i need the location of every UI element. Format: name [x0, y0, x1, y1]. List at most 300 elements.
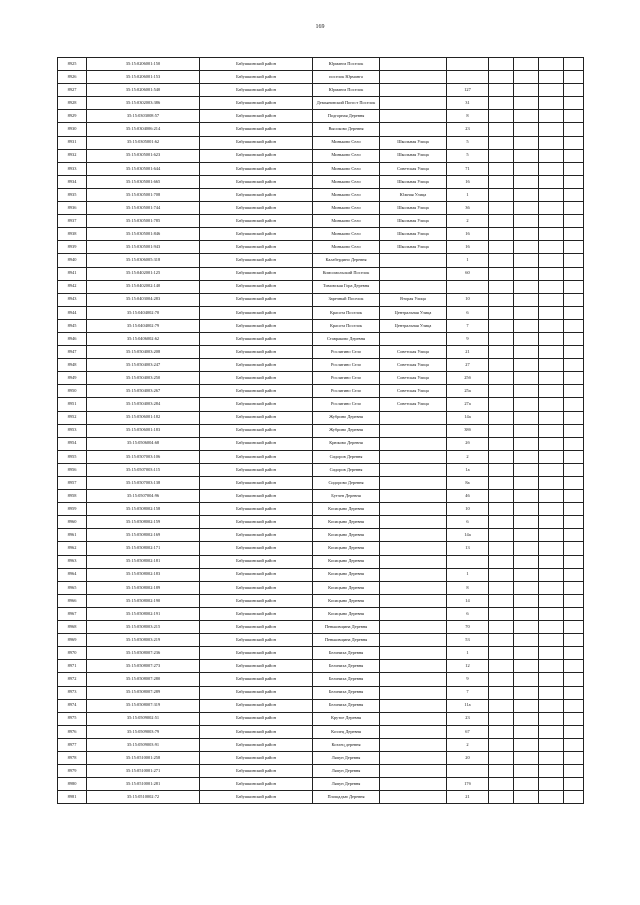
- street-cell: [380, 712, 447, 725]
- row-number-cell: 8929: [58, 110, 87, 123]
- locality-cell: Косицыно Деревня: [313, 542, 380, 555]
- empty-cell: [514, 359, 539, 372]
- row-number-cell: 8979: [58, 765, 87, 778]
- street-cell: Школьная Улица: [380, 215, 447, 228]
- locality-cell: Тимовская Гора Деревня: [313, 280, 380, 293]
- street-cell: [380, 254, 447, 267]
- district-cell: Бабушкинский район: [200, 123, 313, 136]
- locality-cell: Калабердино Деревня: [313, 254, 380, 267]
- empty-cell: [539, 293, 564, 306]
- empty-cell: [489, 424, 514, 437]
- row-number-cell: 8976: [58, 725, 87, 738]
- empty-cell: [564, 568, 584, 581]
- street-cell: Вторая Улица: [380, 293, 447, 306]
- cadastral-number-cell: 35:15:0305001:644: [87, 162, 200, 175]
- house-number-cell: 25а: [447, 385, 489, 398]
- cadastral-number-cell: 35:15:0404002:70: [87, 306, 200, 319]
- table-row: [58, 280, 584, 293]
- empty-cell: [489, 97, 514, 110]
- street-cell: Советская Улица: [380, 372, 447, 385]
- house-number-cell: 16: [447, 228, 489, 241]
- table-row: [58, 791, 584, 804]
- district-cell: Бабушкинский район: [200, 202, 313, 215]
- district-cell: Бабушкинский район: [200, 634, 313, 647]
- locality-cell: Косицыно Деревня: [313, 503, 380, 516]
- row-number-cell: 8956: [58, 463, 87, 476]
- house-number-cell: 31: [447, 97, 489, 110]
- house-number-cell: 16: [447, 175, 489, 188]
- locality-cell: Косицыно Деревня: [313, 516, 380, 529]
- locality-cell: Миньково Село: [313, 188, 380, 201]
- empty-cell: [539, 791, 564, 804]
- cadastral-number-cell: 35:15:0509003:79: [87, 725, 200, 738]
- district-cell: Бабушкинский район: [200, 424, 313, 437]
- empty-cell: [489, 215, 514, 228]
- house-number-cell: 14а: [447, 529, 489, 542]
- empty-cell: [489, 634, 514, 647]
- empty-cell: [539, 477, 564, 490]
- street-cell: Школьная Улица: [380, 175, 447, 188]
- empty-cell: [539, 254, 564, 267]
- empty-cell: [539, 529, 564, 542]
- locality-cell: Миньково Село: [313, 136, 380, 149]
- table-row: [58, 293, 584, 306]
- district-cell: Бабушкинский район: [200, 529, 313, 542]
- locality-cell: Миньково Село: [313, 241, 380, 254]
- empty-cell: [489, 254, 514, 267]
- locality-cell: Миньково Село: [313, 202, 380, 215]
- empty-cell: [489, 568, 514, 581]
- empty-cell: [564, 306, 584, 319]
- district-cell: Бабушкинский район: [200, 136, 313, 149]
- locality-cell: Комсомольский Поселок: [313, 267, 380, 280]
- house-number-cell: 9: [447, 332, 489, 345]
- row-number-cell: 8946: [58, 332, 87, 345]
- house-number-cell: 17б: [447, 778, 489, 791]
- empty-cell: [564, 293, 584, 306]
- empty-cell: [489, 385, 514, 398]
- district-cell: Бабушкинский район: [200, 725, 313, 738]
- district-cell: Бабушкинский район: [200, 765, 313, 778]
- house-number-cell: 5: [447, 136, 489, 149]
- district-cell: Бабушкинский район: [200, 175, 313, 188]
- district-cell: Бабушкинский район: [200, 712, 313, 725]
- empty-cell: [489, 555, 514, 568]
- empty-cell: [564, 490, 584, 503]
- empty-cell: [489, 621, 514, 634]
- cadastral-number-cell: 35:15:0508003:219: [87, 634, 200, 647]
- district-cell: Бабушкинский район: [200, 254, 313, 267]
- house-number-cell: 53: [447, 634, 489, 647]
- row-number-cell: 8981: [58, 791, 87, 804]
- empty-cell: [489, 594, 514, 607]
- locality-cell: Заречный Поселок: [313, 293, 380, 306]
- table-row: [58, 411, 584, 424]
- empty-cell: [564, 346, 584, 359]
- locality-cell: Козлец Деревня: [313, 725, 380, 738]
- district-cell: Бабушкинский район: [200, 110, 313, 123]
- street-cell: [380, 581, 447, 594]
- street-cell: [380, 97, 447, 110]
- table-row: [58, 162, 584, 175]
- empty-cell: [539, 84, 564, 97]
- row-number-cell: 8967: [58, 607, 87, 620]
- house-number-cell: 2: [447, 215, 489, 228]
- locality-cell: Миньково Село: [313, 228, 380, 241]
- row-number-cell: 8943: [58, 293, 87, 306]
- table-row: [58, 751, 584, 764]
- empty-cell: [514, 699, 539, 712]
- district-cell: Бабушкинский район: [200, 188, 313, 201]
- street-cell: [380, 437, 447, 450]
- empty-cell: [514, 97, 539, 110]
- row-number-cell: 8963: [58, 555, 87, 568]
- locality-cell: Сидорово Деревня: [313, 477, 380, 490]
- street-cell: Центральная Улица: [380, 306, 447, 319]
- locality-cell: Рослятино Село: [313, 385, 380, 398]
- street-cell: [380, 411, 447, 424]
- cadastral-number-cell: 35:15:0506001:183: [87, 424, 200, 437]
- empty-cell: [564, 594, 584, 607]
- empty-cell: [514, 241, 539, 254]
- empty-cell: [514, 765, 539, 778]
- locality-cell: Миньково Село: [313, 162, 380, 175]
- empty-cell: [514, 621, 539, 634]
- empty-cell: [514, 202, 539, 215]
- district-cell: Бабушкинский район: [200, 293, 313, 306]
- house-number-cell: [447, 765, 489, 778]
- table-row: [58, 542, 584, 555]
- district-cell: Бабушкинский район: [200, 385, 313, 398]
- locality-cell: Миньково Село: [313, 149, 380, 162]
- empty-cell: [564, 607, 584, 620]
- empty-cell: [514, 136, 539, 149]
- district-cell: Бабушкинский район: [200, 673, 313, 686]
- empty-cell: [489, 477, 514, 490]
- row-number-cell: 8959: [58, 503, 87, 516]
- empty-cell: [564, 516, 584, 529]
- row-number-cell: 8930: [58, 123, 87, 136]
- row-number-cell: 8962: [58, 542, 87, 555]
- table-row: [58, 385, 584, 398]
- locality-cell: Жубрино Деревня: [313, 411, 380, 424]
- cadastral-number-cell: 35:15:0508002:171: [87, 542, 200, 555]
- locality-cell: Козлец деревня: [313, 738, 380, 751]
- street-cell: Советская Улица: [380, 162, 447, 175]
- district-cell: Бабушкинский район: [200, 398, 313, 411]
- empty-cell: [539, 175, 564, 188]
- empty-cell: [564, 424, 584, 437]
- empty-cell: [514, 123, 539, 136]
- table-row: [58, 607, 584, 620]
- street-cell: [380, 791, 447, 804]
- district-cell: Бабушкинский район: [200, 555, 313, 568]
- empty-cell: [489, 712, 514, 725]
- cadastral-number-cell: 35:15:0206001:153: [87, 71, 200, 84]
- empty-cell: [514, 738, 539, 751]
- district-cell: Бабушкинский район: [200, 581, 313, 594]
- row-number-cell: 8955: [58, 450, 87, 463]
- empty-cell: [489, 490, 514, 503]
- empty-cell: [514, 791, 539, 804]
- empty-cell: [564, 778, 584, 791]
- empty-cell: [489, 529, 514, 542]
- empty-cell: [539, 149, 564, 162]
- row-number-cell: 8960: [58, 516, 87, 529]
- locality-cell: Жубрино Деревня: [313, 424, 380, 437]
- empty-cell: [539, 398, 564, 411]
- table-row: [58, 319, 584, 332]
- empty-cell: [564, 791, 584, 804]
- empty-cell: [564, 254, 584, 267]
- house-number-cell: 8: [447, 110, 489, 123]
- locality-cell: Беличиха Деревня: [313, 699, 380, 712]
- empty-cell: [489, 647, 514, 660]
- house-number-cell: 38б: [447, 424, 489, 437]
- cadastral-number-cell: 35:15:0305001:708: [87, 188, 200, 201]
- empty-cell: [489, 542, 514, 555]
- empty-cell: [514, 58, 539, 71]
- empty-cell: [489, 280, 514, 293]
- empty-cell: [489, 175, 514, 188]
- cadastral-number-cell: 35:15:0305001:62: [87, 136, 200, 149]
- empty-cell: [489, 437, 514, 450]
- house-number-cell: 11а: [447, 699, 489, 712]
- table-row: [58, 215, 584, 228]
- row-number-cell: 8935: [58, 188, 87, 201]
- empty-cell: [514, 647, 539, 660]
- empty-cell: [514, 228, 539, 241]
- district-cell: Бабушкинский район: [200, 778, 313, 791]
- row-number-cell: 8942: [58, 280, 87, 293]
- empty-cell: [489, 765, 514, 778]
- empty-cell: [489, 58, 514, 71]
- empty-cell: [489, 450, 514, 463]
- district-cell: Бабушкинский район: [200, 280, 313, 293]
- row-number-cell: 8925: [58, 58, 87, 71]
- locality-cell: Рослятино Село: [313, 359, 380, 372]
- empty-cell: [489, 791, 514, 804]
- empty-cell: [514, 149, 539, 162]
- house-number-cell: 13: [447, 542, 489, 555]
- empty-cell: [539, 202, 564, 215]
- empty-cell: [564, 581, 584, 594]
- empty-cell: [514, 503, 539, 516]
- table-row: [58, 241, 584, 254]
- empty-cell: [514, 267, 539, 280]
- row-number-cell: 8941: [58, 267, 87, 280]
- locality-cell: Косицыно Деревня: [313, 555, 380, 568]
- empty-cell: [539, 123, 564, 136]
- empty-cell: [564, 280, 584, 293]
- cadastral-number-cell: 35:15:0508002:169: [87, 529, 200, 542]
- district-cell: Бабушкинский район: [200, 359, 313, 372]
- empty-cell: [564, 503, 584, 516]
- empty-cell: [564, 542, 584, 555]
- table-row: [58, 503, 584, 516]
- district-cell: Бабушкинский район: [200, 332, 313, 345]
- house-number-cell: 8а: [447, 477, 489, 490]
- street-cell: [380, 332, 447, 345]
- empty-cell: [514, 293, 539, 306]
- locality-cell: Сидоров Деревня: [313, 463, 380, 476]
- cadastral-number-cell: 35:15:0510001:258: [87, 751, 200, 764]
- cadastral-number-cell: 35:15:0305001:665: [87, 175, 200, 188]
- street-cell: [380, 607, 447, 620]
- cadastral-number-cell: 35:15:0510001:281: [87, 778, 200, 791]
- empty-cell: [489, 503, 514, 516]
- row-number-cell: 8968: [58, 621, 87, 634]
- table-row: [58, 490, 584, 503]
- district-cell: Бабушкинский район: [200, 516, 313, 529]
- empty-cell: [539, 188, 564, 201]
- locality-cell: Беличиха Деревня: [313, 647, 380, 660]
- district-cell: Бабушкинский район: [200, 621, 313, 634]
- house-number-cell: [447, 280, 489, 293]
- empty-cell: [514, 280, 539, 293]
- empty-cell: [564, 463, 584, 476]
- empty-cell: [564, 188, 584, 201]
- empty-cell: [564, 699, 584, 712]
- cadastral-number-cell: 35:15:0508002:190: [87, 594, 200, 607]
- cadastral-number-cell: 35:15:0504003:284: [87, 398, 200, 411]
- empty-cell: [489, 71, 514, 84]
- locality-cell: Юрманга Поселок: [313, 58, 380, 71]
- empty-cell: [489, 84, 514, 97]
- empty-cell: [514, 424, 539, 437]
- table-row: [58, 778, 584, 791]
- house-number-cell: 6: [447, 516, 489, 529]
- cadastral-number-cell: 35:15:0508002:159: [87, 516, 200, 529]
- table-row: [58, 359, 584, 372]
- empty-cell: [564, 660, 584, 673]
- empty-cell: [564, 372, 584, 385]
- table-row: [58, 97, 584, 110]
- locality-cell: Беличиха Деревня: [313, 686, 380, 699]
- district-cell: Бабушкинский район: [200, 542, 313, 555]
- empty-cell: [514, 686, 539, 699]
- row-number-cell: 8933: [58, 162, 87, 175]
- street-cell: [380, 267, 447, 280]
- house-number-cell: 60: [447, 267, 489, 280]
- table-row: [58, 398, 584, 411]
- empty-cell: [539, 581, 564, 594]
- cadastral-number-cell: 35:15:0403004:283: [87, 293, 200, 306]
- district-cell: Бабушкинский район: [200, 228, 313, 241]
- empty-cell: [564, 215, 584, 228]
- cadastral-number-cell: 35:15:0508002:183: [87, 568, 200, 581]
- empty-cell: [539, 555, 564, 568]
- house-number-cell: 7: [447, 686, 489, 699]
- street-cell: Южная Улица: [380, 188, 447, 201]
- house-number-cell: 12: [447, 660, 489, 673]
- locality-cell: Миньково Село: [313, 175, 380, 188]
- row-number-cell: 8980: [58, 778, 87, 791]
- empty-cell: [489, 359, 514, 372]
- locality-cell: Косицыно Деревня: [313, 594, 380, 607]
- locality-cell: Косицыно Деревня: [313, 607, 380, 620]
- street-cell: Школьная Улица: [380, 228, 447, 241]
- empty-cell: [539, 765, 564, 778]
- empty-cell: [489, 162, 514, 175]
- house-number-cell: 1: [447, 647, 489, 660]
- district-cell: Бабушкинский район: [200, 463, 313, 476]
- table-row: [58, 332, 584, 345]
- row-number-cell: 8954: [58, 437, 87, 450]
- empty-cell: [489, 660, 514, 673]
- cadastral-number-cell: 35:15:0306005:318: [87, 254, 200, 267]
- empty-cell: [489, 751, 514, 764]
- row-number-cell: 8939: [58, 241, 87, 254]
- empty-cell: [539, 228, 564, 241]
- empty-cell: [539, 621, 564, 634]
- locality-cell: Сидоров Деревня: [313, 450, 380, 463]
- empty-cell: [564, 437, 584, 450]
- street-cell: [380, 71, 447, 84]
- house-number-cell: 1: [447, 254, 489, 267]
- district-cell: Бабушкинский район: [200, 58, 313, 71]
- empty-cell: [489, 738, 514, 751]
- empty-cell: [489, 202, 514, 215]
- locality-cell: Беличиха Деревня: [313, 673, 380, 686]
- district-cell: Бабушкинский район: [200, 686, 313, 699]
- row-number-cell: 8975: [58, 712, 87, 725]
- empty-cell: [539, 594, 564, 607]
- row-number-cell: 8950: [58, 385, 87, 398]
- district-cell: Бабушкинский район: [200, 660, 313, 673]
- row-number-cell: 8951: [58, 398, 87, 411]
- street-cell: [380, 84, 447, 97]
- locality-cell: Площадью Деревня: [313, 791, 380, 804]
- empty-cell: [564, 751, 584, 764]
- empty-cell: [514, 84, 539, 97]
- district-cell: Бабушкинский район: [200, 699, 313, 712]
- row-number-cell: 8958: [58, 490, 87, 503]
- cadastral-number-cell: 35:15:0508007:273: [87, 660, 200, 673]
- row-number-cell: 8934: [58, 175, 87, 188]
- locality-cell: Беличиха Деревня: [313, 660, 380, 673]
- street-cell: Советская Улица: [380, 385, 447, 398]
- empty-cell: [489, 725, 514, 738]
- district-cell: Бабушкинский район: [200, 267, 313, 280]
- cadastral-number-cell: 35:15:0508002:189: [87, 581, 200, 594]
- empty-cell: [564, 686, 584, 699]
- empty-cell: [514, 516, 539, 529]
- table-row: [58, 450, 584, 463]
- locality-cell: Ставраково Деревня: [313, 332, 380, 345]
- street-cell: [380, 450, 447, 463]
- empty-cell: [539, 136, 564, 149]
- empty-cell: [489, 241, 514, 254]
- empty-cell: [564, 228, 584, 241]
- empty-cell: [514, 162, 539, 175]
- empty-cell: [489, 267, 514, 280]
- row-number-cell: 8977: [58, 738, 87, 751]
- house-number-cell: 6: [447, 607, 489, 620]
- table-row: [58, 123, 584, 136]
- empty-cell: [564, 634, 584, 647]
- empty-cell: [564, 673, 584, 686]
- table-row: [58, 660, 584, 673]
- table-row: [58, 673, 584, 686]
- empty-cell: [489, 110, 514, 123]
- table-row: [58, 529, 584, 542]
- street-cell: [380, 503, 447, 516]
- locality-cell: Демьяновский Погост Поселок: [313, 97, 380, 110]
- empty-cell: [514, 529, 539, 542]
- district-cell: Бабушкинский район: [200, 568, 313, 581]
- district-cell: Бабушкинский район: [200, 437, 313, 450]
